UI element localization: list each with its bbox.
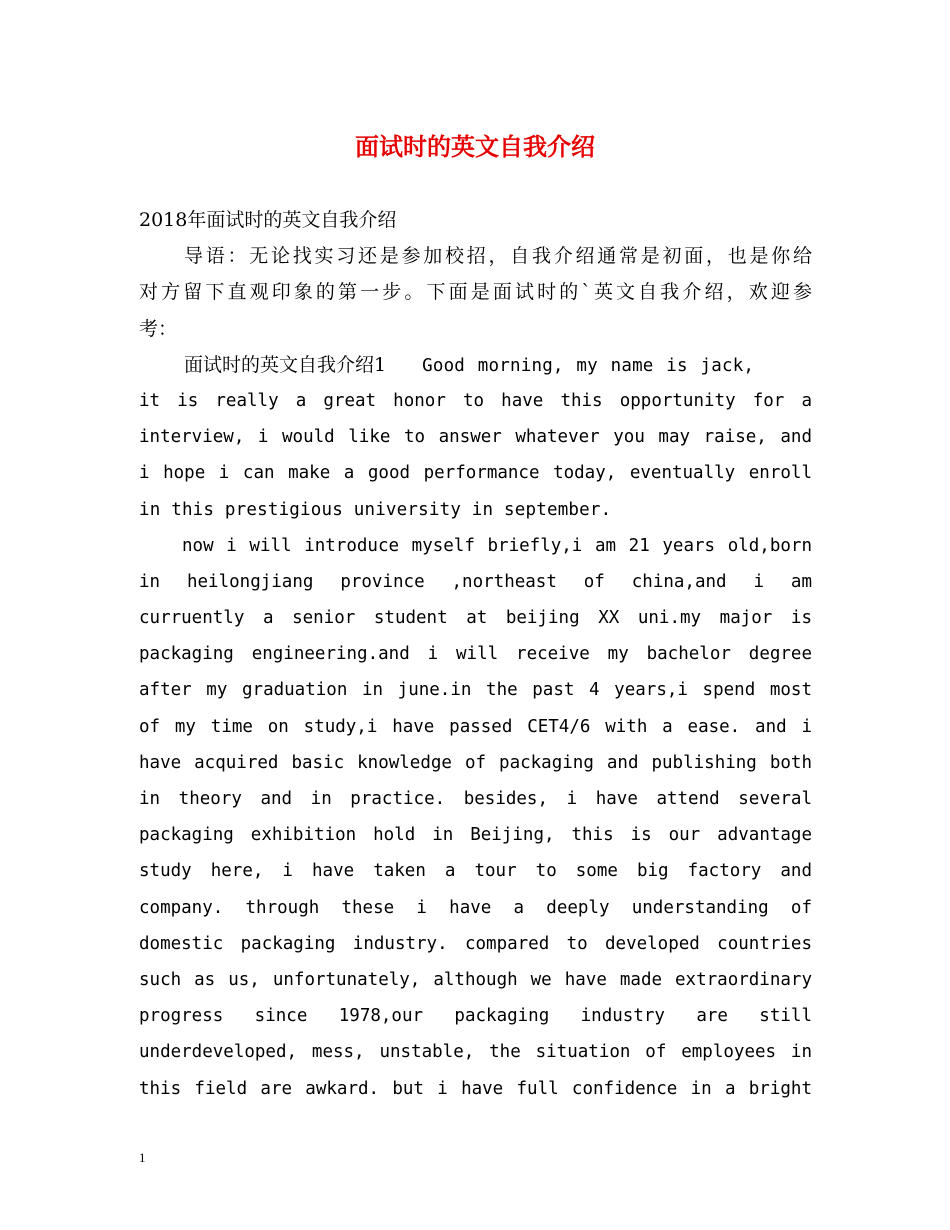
para2-line-3-wrap: [139, 600, 812, 636]
document-body: [139, 202, 812, 1107]
intro-line-2: 对方留下直观印象的第一步。下面是面试时的`英文自我介绍，欢迎参: [139, 281, 812, 304]
para2-line-9: packaging exhibition hold in Beijing, this is our advantage: [139, 825, 812, 846]
para2-line-5: after my graduation in june.in the past 4 years,i spend most: [139, 680, 812, 701]
intro-line-3: 考：: [139, 317, 178, 340]
intro-line-1: 导语：无论找实习还是参加校招，自我介绍通常是初面，也是你给: [184, 245, 812, 268]
page-number: 1: [139, 1150, 146, 1165]
para2-line-8: in theory and in practice. besides, i have attend several: [139, 789, 812, 809]
para2-line-15-wrap: [139, 1034, 812, 1070]
para2-line-16: this field are awkard. but i have full confidence in a bright: [139, 1078, 812, 1099]
para2-line-12: domestic packaging industry. compared to developed countries: [139, 933, 812, 954]
para2-line-4: packaging engineering.and i will receive my bachelor degree: [139, 644, 812, 665]
para2-line-1: now i will introduce myself briefly,i am 21 years old,born: [182, 535, 812, 556]
para2-line-8-wrap: [139, 781, 812, 817]
para2-line-1-wrap: [139, 528, 812, 564]
para2-line-10: study here, i have taken a tour to some big factory and: [139, 861, 812, 882]
para2-line-14-wrap: [139, 998, 812, 1034]
para2-line-2: in heilongjiang province ,northeast of china,and i am: [139, 571, 812, 592]
para2-line-16-wrap: [139, 1071, 812, 1107]
section1-label: 面试时的英文自我介绍1: [184, 353, 387, 376]
para2-line-10-wrap: [139, 853, 812, 889]
para1-line-1: Good morning, my name is jack,: [422, 355, 755, 376]
para2-line-3: curruently a senior student at beijing XX uni.my major is: [139, 608, 812, 629]
para1-line-2: it is really a great honor to have this opportunity for a: [139, 390, 812, 411]
para2-line-5-wrap: [139, 672, 812, 708]
document-title: 面试时的英文自我介绍: [355, 132, 595, 161]
para2-line-6: of my time on study,i have passed CET4/6 with a ease. and i: [139, 716, 812, 737]
para1-line-5: in this prestigious university in september.: [139, 499, 612, 520]
para2-line-7: have acquired basic knowledge of packaging and publishing both: [139, 752, 812, 773]
para2-line-9-wrap: [139, 817, 812, 853]
para2-line-7-wrap: [139, 745, 812, 781]
para2-line-14: progress since 1978,our packaging industry are still: [139, 1006, 812, 1027]
para1-line-2-wrap: [139, 383, 812, 419]
para1-line-3-wrap: [139, 419, 812, 455]
para1-line-3: interview, i would like to answer whatever you may raise, and: [139, 427, 812, 448]
para2-line-12-wrap: [139, 926, 812, 962]
para2-line-11: company. through these i have a deeply understanding of: [139, 897, 812, 918]
para2-line-6-wrap: [139, 709, 812, 745]
para2-line-15: underdeveloped, mess, unstable, the situation of employees in: [139, 1042, 812, 1063]
para2-line-13: such as us, unfortunately, although we have made extraordinary: [139, 969, 812, 990]
para1-line-4-wrap: [139, 455, 812, 491]
para1-line-4: i hope i can make a good performance today, eventually enroll: [139, 463, 812, 484]
para2-line-11-wrap: [139, 890, 812, 926]
section1-first-line: [139, 347, 812, 383]
para2-line-13-wrap: [139, 962, 812, 998]
para2-line-4-wrap: [139, 636, 812, 672]
para2-line-2-wrap: [139, 564, 812, 600]
heading-line: 2018年面试时的英文自我介绍: [139, 209, 397, 231]
